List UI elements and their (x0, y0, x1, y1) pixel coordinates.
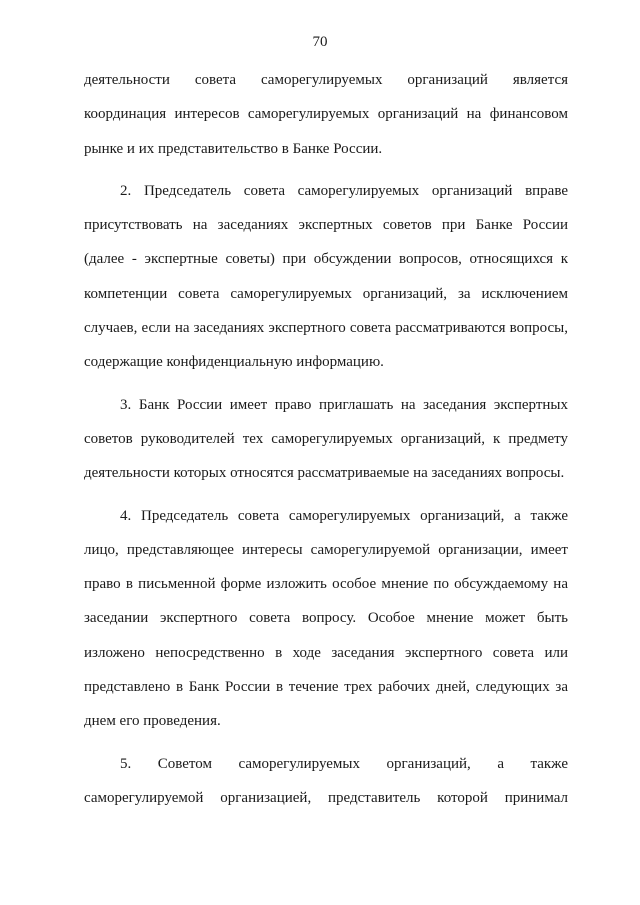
text-line: днем его проведения. (84, 713, 221, 730)
paragraph-3 (84, 388, 568, 491)
paragraph-4 (84, 499, 568, 739)
text-line: право в письменной форме изложить особое мнение по обсуждаемому на (84, 576, 568, 593)
document-body (84, 63, 568, 815)
text-line: содержащие конфиденциальную информацию. (84, 354, 384, 371)
paragraph-gap (84, 491, 568, 499)
text-line: 2. Председатель совета саморегулируемых организаций вправе (120, 182, 568, 199)
text-line: деятельности совета саморегулируемых организаций является (84, 72, 568, 88)
paragraph-1 (84, 63, 568, 166)
text-line: присутствовать на заседаниях экспертных советов при Банке России (84, 217, 568, 234)
text-line: случаев, если на заседаниях экспертного совета рассматриваются вопросы, (84, 320, 568, 337)
text-line: координация интересов саморегулируемых организаций на финансовом (84, 106, 568, 123)
paragraph-5 (84, 747, 568, 816)
text-line: 4. Председатель совета саморегулируемых организаций, а также (120, 507, 568, 524)
text-line: деятельности которых относятся рассматриваемые на заседаниях вопросы. (84, 465, 565, 482)
paragraph-gap (84, 380, 568, 388)
paragraph-gap (84, 739, 568, 747)
text-line: саморегулируемой организацией, представитель которой принимал (84, 789, 568, 806)
text-line: изложено непосредственно в ходе заседания экспертного совета или (84, 644, 568, 661)
paragraph-gap (84, 166, 568, 174)
text-line: 3. Банк России имеет право приглашать на заседания экспертных (120, 396, 568, 413)
text-line: советов руководителей тех саморегулируемых организаций, к предмету (84, 430, 568, 447)
text-line: (далее - экспертные советы) при обсуждении вопросов, относящихся к (84, 251, 568, 268)
text-line: компетенции совета саморегулируемых организаций, за исключением (84, 285, 568, 302)
text-line: рынке и их представительство в Банке России. (84, 140, 383, 157)
text-line: заседании экспертного совета вопросу. Особое мнение может быть (84, 610, 568, 627)
text-line: представлено в Банк России в течение трех рабочих дней, следующих за (84, 679, 568, 696)
text-line: 5. Советом саморегулируемых организаций, а также (120, 755, 568, 772)
paragraph-2 (84, 174, 568, 380)
text-line: лицо, представляющее интересы саморегулируемой организации, имеет (84, 541, 568, 558)
page-number: 70 (312, 34, 328, 50)
